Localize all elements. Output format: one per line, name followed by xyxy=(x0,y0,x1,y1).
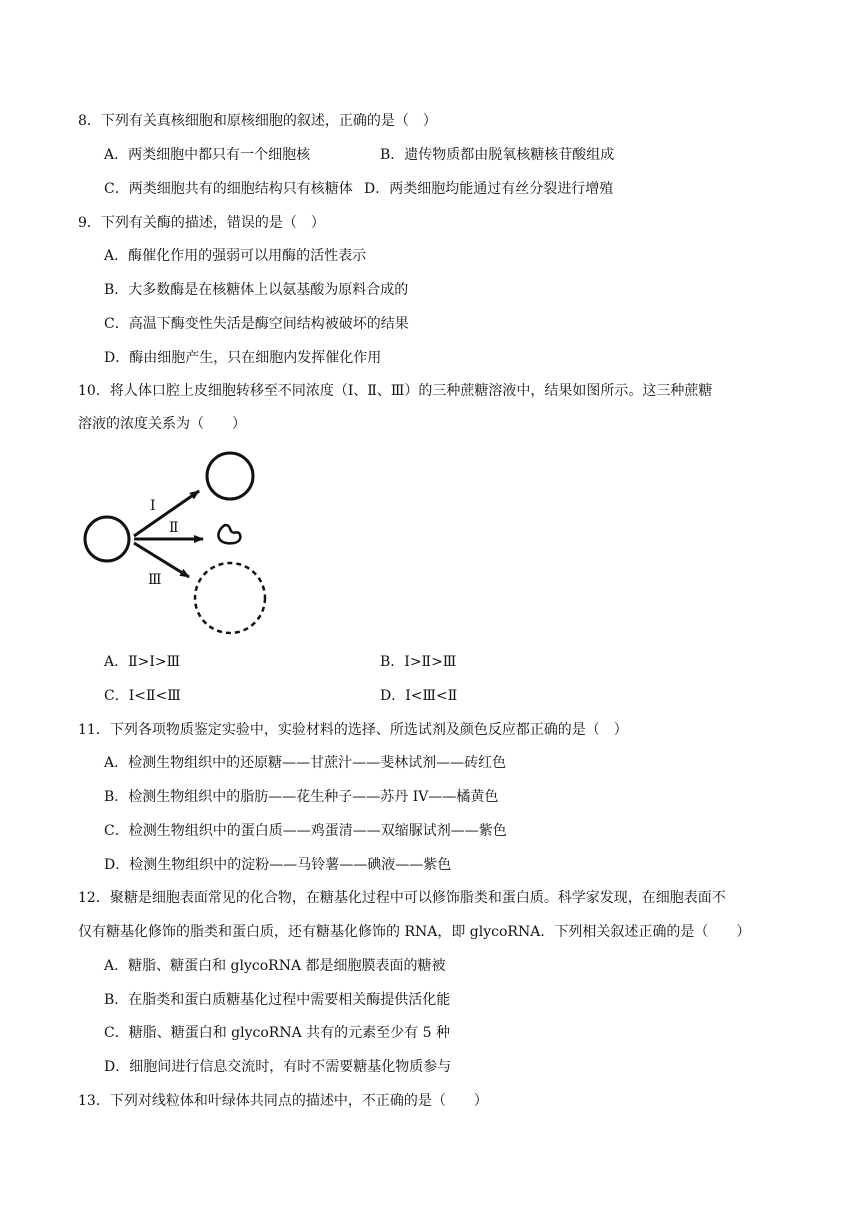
q11-stem: 11．下列各项物质鉴定实验中，实验材料的选择、所选试剂及颜色反应都正确的是（ ） xyxy=(78,722,628,738)
q8-stem: 8．下列有关真核细胞和原核细胞的叙述，正确的是（ ） xyxy=(78,113,437,129)
label-1: Ⅰ xyxy=(150,498,156,514)
q10-option-b: B．Ⅰ>Ⅱ>Ⅲ xyxy=(380,654,457,670)
q12-stem-line2: 仅有糖基化修饰的脂类和蛋白质，还有糖基化修饰的 RNA，即 glycoRNA．下列相关叙述正确的是（ ） xyxy=(78,924,751,940)
q9-option-c: C．高温下酶变性失活是酶空间结构被破坏的结果 xyxy=(104,316,409,332)
q8-option-a: A．两类细胞中都只有一个细胞核 xyxy=(104,147,311,163)
q10-stem-line2: 溶液的浓度关系为（ ） xyxy=(78,416,246,432)
q11-option-d: D．检测生物组织中的淀粉——马铃薯——碘液——紫色 xyxy=(104,857,452,873)
q8-option-c: C．两类细胞共有的细胞结构只有核糖体 xyxy=(104,181,353,197)
q11-option-a: A．检测生物组织中的还原糖——甘蔗汁——斐林试剂——砖红色 xyxy=(104,755,507,771)
label-2: Ⅱ xyxy=(169,520,179,536)
q9-stem: 9．下列有关酶的描述，错误的是（ ） xyxy=(78,215,325,231)
q12-option-a: A．糖脂、糖蛋白和 glycoRNA 都是细胞膜表面的糖被 xyxy=(104,958,446,974)
q10-stem-line1: 10．将人体口腔上皮细胞转移至不同浓度（Ⅰ、Ⅱ、Ⅲ）的三种蔗糖溶液中，结果如图所示。这三种蔗糖 xyxy=(78,383,713,399)
shrunken-cell xyxy=(218,525,240,543)
q9-option-d: D．酶由细胞产生，只在细胞内发挥催化作用 xyxy=(104,350,382,366)
q8-option-d: D．两类细胞均能通过有丝分裂进行增殖 xyxy=(364,181,614,197)
original-cell xyxy=(85,517,129,561)
q13-stem: 13．下列对线粒体和叶绿体共同点的描述中，不正确的是（ ） xyxy=(78,1093,488,1109)
q10-option-d: D．Ⅰ<Ⅲ<Ⅱ xyxy=(380,688,458,704)
label-3: Ⅲ xyxy=(148,572,162,588)
q11-option-c: C．检测生物组织中的蛋白质——鸡蛋清——双缩脲试剂——紫色 xyxy=(104,823,507,839)
cell-osmosis-diagram xyxy=(78,448,278,638)
q9-option-b: B．大多数酶是在核糖体上以氨基酸为原料合成的 xyxy=(104,282,409,298)
q12-option-c: C．糖脂、糖蛋白和 glycoRNA 共有的元素至少有 5 种 xyxy=(104,1025,450,1041)
q12-option-d: D．细胞间进行信息交流时，有时不需要糖基化物质参与 xyxy=(104,1059,452,1075)
burst-cell xyxy=(195,563,265,633)
q8-option-b: B．遗传物质都由脱氧核糖核苷酸组成 xyxy=(380,147,615,163)
q11-option-b: B．检测生物组织中的脂肪——花生种子——苏丹 IV——橘黄色 xyxy=(104,789,499,805)
swollen-cell xyxy=(207,453,253,499)
q9-option-a: A．酶催化作用的强弱可以用酶的活性表示 xyxy=(104,248,367,264)
q10-option-c: C．Ⅰ<Ⅱ<Ⅲ xyxy=(104,688,181,704)
arrow-1 xyxy=(134,491,199,536)
q12-option-b: B．在脂类和蛋白质糖基化过程中需要相关酶提供活化能 xyxy=(104,992,451,1008)
q10-option-a: A．Ⅱ>Ⅰ>Ⅲ xyxy=(104,654,181,670)
q12-stem-line1: 12．聚糖是细胞表面常见的化合物，在糖基化过程中可以修饰脂类和蛋白质。科学家发现，在细胞表面不 xyxy=(78,890,726,906)
